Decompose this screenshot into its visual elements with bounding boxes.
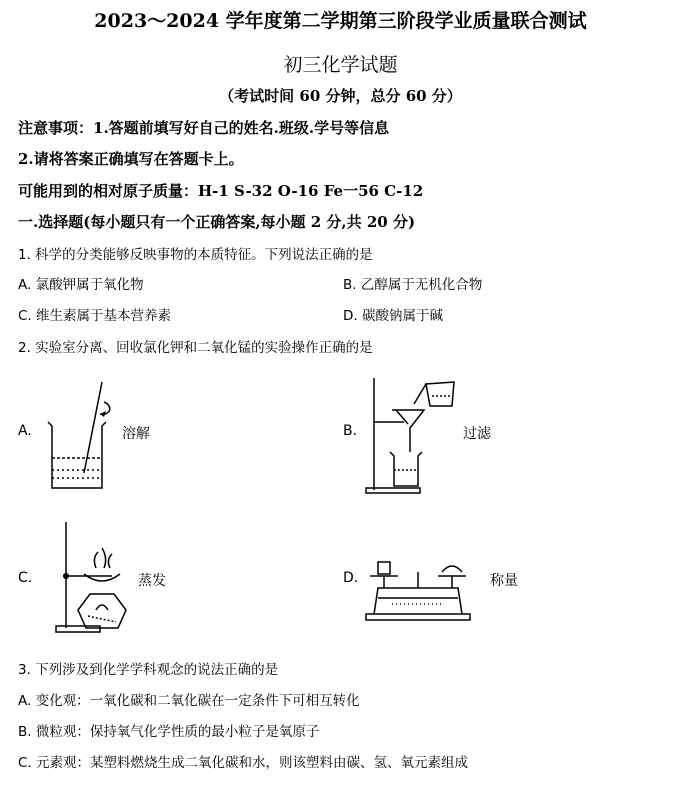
q3-option-b: B. 微粒观：保持氧气化学性质的最小粒子是氧原子 xyxy=(18,724,320,740)
q1-option-c: C. 维生素属于基本营养素 xyxy=(18,308,172,324)
exam-subtitle: 初三化学试题 xyxy=(283,54,398,76)
q2-option-d-letter: D. xyxy=(343,570,359,586)
exam-info: （考试时间 60 分钟，总分 60 分） xyxy=(219,87,462,105)
q1-option-a: A. 氯酸钾属于氧化物 xyxy=(18,277,144,293)
filtration-apparatus-illustration xyxy=(362,372,462,496)
q2-option-c-letter: C. xyxy=(18,570,33,586)
q2-option-c-label: 蒸发 xyxy=(138,573,166,589)
q2-option-a-letter: A. xyxy=(18,423,32,439)
atomic-mass-line: 可能用到的相对原子质量：H-1 S-32 O-16 Fe一56 C-12 xyxy=(18,182,424,200)
q3-option-c: C. 元素观：某塑料燃烧生成二氧化碳和水，则该塑料由碳、氢、氧元素组成 xyxy=(18,755,469,771)
notice-line-1: 注意事项：1.答题前填写好自己的姓名.班级.学号等信息 xyxy=(18,119,390,137)
q1-option-d: D. 碳酸钠属于碱 xyxy=(343,308,443,324)
dissolve-beaker-illustration xyxy=(44,378,114,493)
balance-scale-illustration xyxy=(362,552,474,622)
exam-title: 2023～2024 学年度第二学期第三阶段学业质量联合测试 xyxy=(94,10,587,32)
notice-line-2: 2.请将答案正确填写在答题卡上。 xyxy=(18,150,244,168)
q3-option-a: A. 变化观：一氧化碳和二氧化碳在一定条件下可相互转化 xyxy=(18,693,360,709)
section-heading: 一.选择题(每小题只有一个正确答案,每小题 2 分,共 20 分) xyxy=(18,213,416,231)
q2-option-a-label: 溶解 xyxy=(122,426,150,442)
evaporation-apparatus-illustration xyxy=(52,518,136,636)
q3-stem: 3. 下列涉及到化学学科观念的说法正确的是 xyxy=(18,662,279,678)
q2-option-b-label: 过滤 xyxy=(463,426,491,442)
q1-option-b: B. 乙醇属于无机化合物 xyxy=(343,277,483,293)
q1-stem: 1. 科学的分类能够反映事物的本质特征。下列说法正确的是 xyxy=(18,247,373,263)
q2-stem: 2. 实验室分离、回收氯化钾和二氧化锰的实验操作正确的是 xyxy=(18,340,373,356)
q2-option-d-label: 称量 xyxy=(490,573,518,589)
q2-option-b-letter: B. xyxy=(343,423,358,439)
